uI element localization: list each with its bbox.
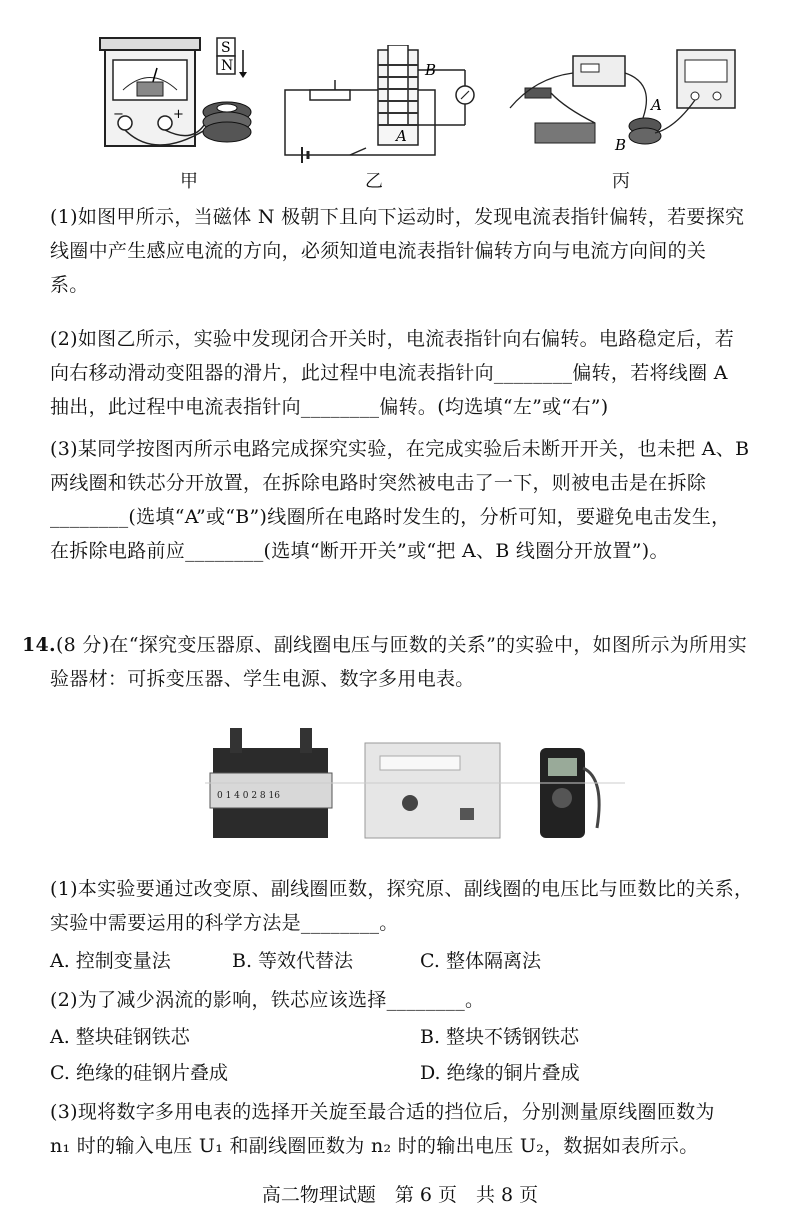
coil-a2-label: A (651, 96, 662, 114)
q14-s2-option-c: C. 绝缘的硅钢片叠成 (50, 1062, 228, 1084)
figure-yi (280, 45, 480, 165)
q14-intro (22, 628, 782, 696)
q14-s2-option-a: A. 整块硅钢铁芯 (50, 1026, 190, 1048)
q14-s2-option-b: B. 整块不锈钢铁芯 (420, 1026, 580, 1048)
q13-part1-line: 线圈中产生感应电流的方向，必须知道电流表指针偏转方向与电流方向间的关 (50, 240, 707, 262)
q14-sub3 (50, 1095, 780, 1163)
q14-intro-line: 验器材：可拆变压器、学生电源、数字多用电表。 (50, 668, 475, 690)
coil-a-label: A (396, 127, 407, 145)
meter-minus-label: − (113, 107, 124, 122)
q13-part2-line: 抽出，此过程中电流表指针向________偏转。(均选填“左”或“右”) (50, 396, 609, 418)
q14-intro-line (22, 628, 782, 662)
q13-part1-line: 系。 (50, 274, 89, 296)
q13-part1 (50, 200, 780, 302)
figure-yi-caption: 乙 (365, 171, 383, 192)
q14-equipment-figure (205, 718, 625, 848)
q14-s1-option-c: C. 整体隔离法 (420, 950, 541, 972)
q14-sub1-line: (1)本实验要通过改变原、副线圈匝数，探究原、副线圈的电压比与匝数比的关系， (50, 878, 754, 900)
figure-bing-caption: 丙 (612, 171, 630, 192)
q13-part3-line: 两线圈和铁芯分开放置，在拆除电路时突然被电击了一下，则被电击是在拆除 (50, 472, 707, 494)
q14-sub3-line: n₁ 时的输入电压 U₁ 和副线圈匝数为 n₂ 时的输出电压 U₂，数据如表所示。 (50, 1135, 699, 1157)
q13-part3 (50, 432, 780, 568)
q13-part2 (50, 322, 780, 424)
magnet-n-label: N (221, 58, 234, 74)
figure-jia-caption: 甲 (180, 171, 198, 192)
q13-part3-line: (3)某同学按图丙所示电路完成探究实验，在完成实验后未断开开关，也未把 A、B (50, 438, 750, 460)
q14-sub2 (50, 983, 780, 1017)
meter-plus-label: + (173, 107, 184, 122)
q14-sub1-line: 实验中需要运用的科学方法是________。 (50, 912, 399, 934)
magnet-s-label: S (221, 40, 231, 56)
q13-part2-line: 向右移动滑动变阻器的滑片，此过程中电流表指针向________偏转，若将线圈 A (50, 362, 728, 384)
figure-jia (95, 20, 280, 160)
figure-bing (505, 38, 750, 163)
ruler-ticks: 0 1 4 0 2 8 16 (217, 791, 280, 801)
q13-part2-line: (2)如图乙所示，实验中发现闭合开关时，电流表指针向右偏转。电路稳定后，若 (50, 328, 735, 350)
q14-number: 14. (22, 634, 56, 656)
page-footer: 高二物理试题 第 6 页 共 8 页 (261, 1184, 539, 1206)
coil-b-label: B (425, 61, 437, 79)
q13-part3-line: ________(选填“A”或“B”)线圈所在电路时发生的，分析可知，要避免电击发生， (50, 506, 731, 528)
q13-part3-line: 在拆除电路前应________(选填“断开开关”或“把 A、B 线圈分开放置”)。 (50, 540, 669, 562)
coil-b2-label: B (615, 136, 627, 154)
q14-s1-option-a: A. 控制变量法 (50, 950, 171, 972)
q14-sub3-line: (3)现将数字多用电表的选择开关旋至最合适的挡位后，分别测量原线圈匝数为 (50, 1101, 715, 1123)
q14-s2-option-d: D. 绝缘的铜片叠成 (420, 1062, 580, 1084)
q13-part1-line: (1)如图甲所示，当磁体 N 极朝下且向下运动时，发现电流表指针偏转，若要探究 (50, 206, 745, 228)
q14-sub1 (50, 872, 780, 940)
q14-sub2-line: (2)为了减少涡流的影响，铁芯应该选择________。 (50, 989, 485, 1011)
q14-intro-text: (8 分)在“探究变压器原、副线圈电压与匝数的关系”的实验中，如图所示为所用实 (55, 634, 748, 656)
q14-s1-option-b: B. 等效代替法 (232, 950, 354, 972)
